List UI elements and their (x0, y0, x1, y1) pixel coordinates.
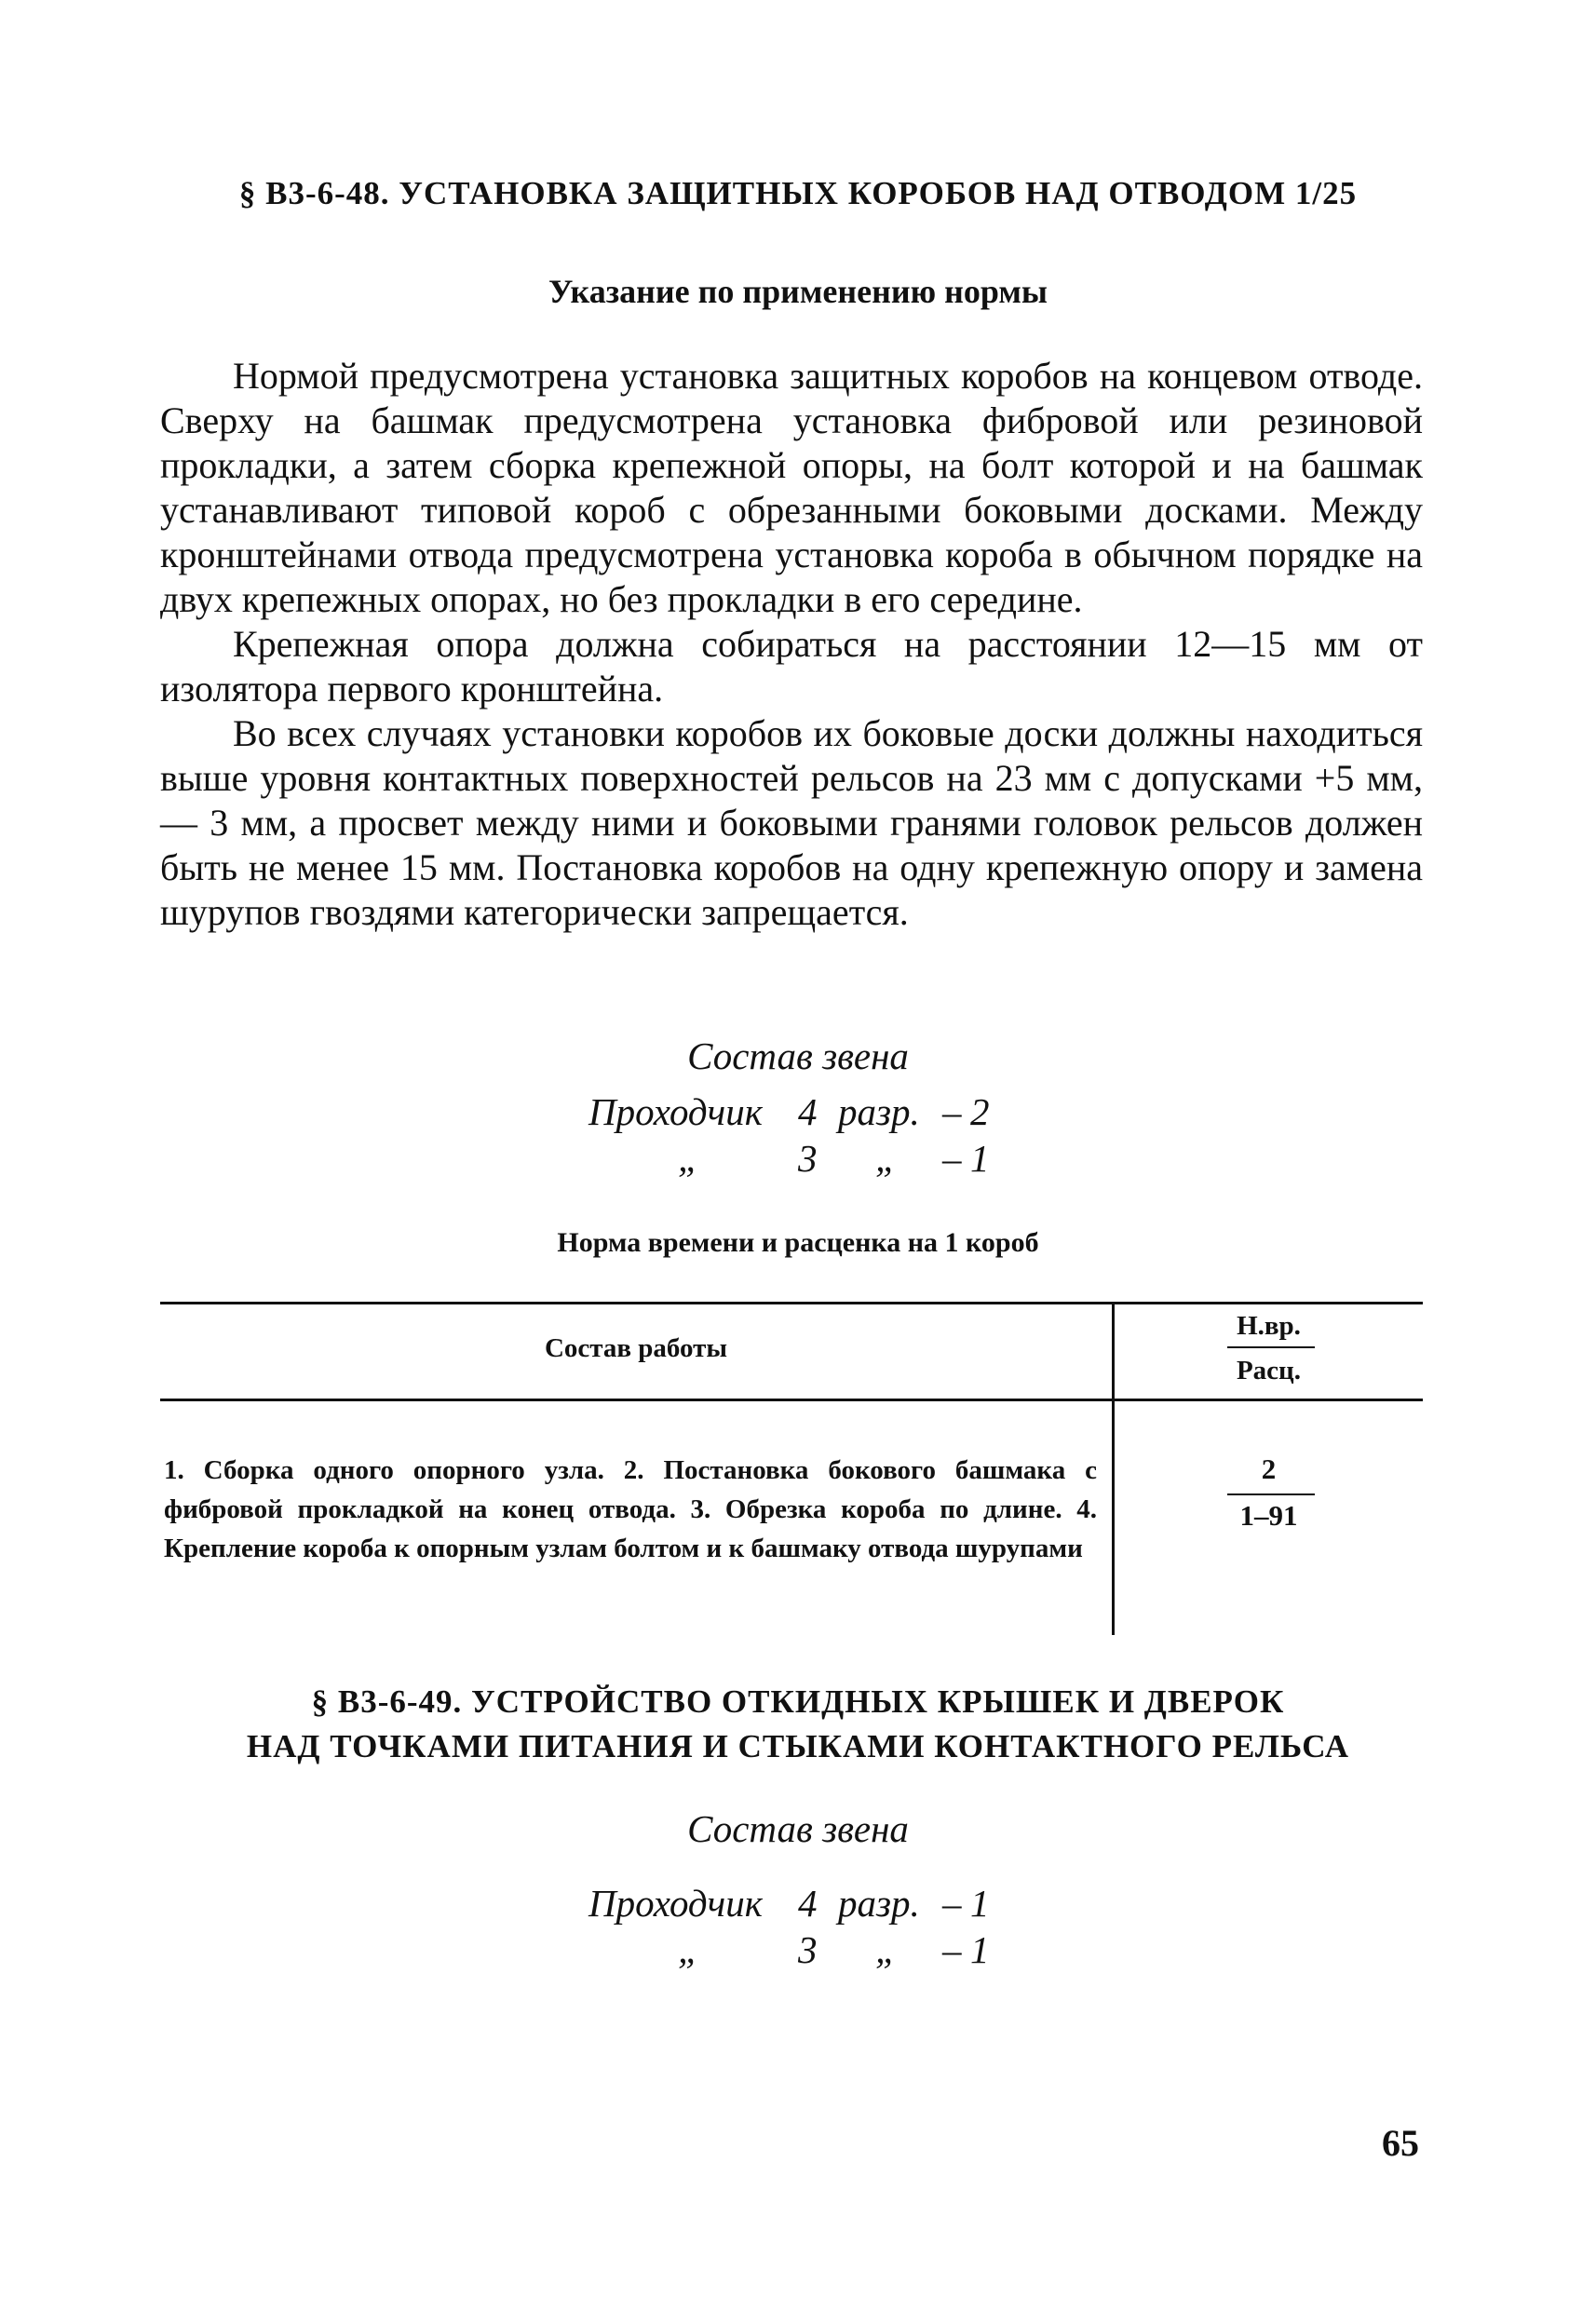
crew-role: Проходчик (588, 1090, 763, 1133)
cell-fraction-bar (1227, 1493, 1315, 1495)
crew-dash: – (942, 1882, 962, 1925)
table-caption: Норма времени и расценка на 1 короб (557, 1227, 1039, 1258)
table-cell-rate: 1–91 (1239, 1499, 1298, 1532)
crew-grade: 3 (798, 1137, 818, 1180)
crew-role: „ (678, 1928, 699, 1971)
column-header-work: Состав работы (544, 1333, 728, 1363)
crew-count: 2 (970, 1090, 990, 1133)
crew-count: 1 (970, 1137, 990, 1180)
crew-line (0, 1881, 1596, 1927)
crew-grade: 4 (798, 1090, 818, 1133)
crew-unit: разр. (838, 1882, 920, 1925)
paragraph: Крепежная опора должна собираться на расстоянии 12—15 мм от изолятора первого кронштейна. (160, 623, 1423, 710)
page-number: 65 (1382, 2122, 1419, 2164)
section-title-line2: НАД ТОЧКАМИ ПИТАНИЯ И СТЫКАМИ КОНТАКТНОГО РЕЛЬСА (246, 1728, 1350, 1764)
crew-dash: – (942, 1090, 962, 1133)
column-header-rate: Расц. (1236, 1356, 1302, 1385)
crew-dash: – (942, 1137, 962, 1180)
crew-grade: 3 (798, 1928, 818, 1971)
crew-role: Проходчик (588, 1882, 763, 1925)
table-header-rule (160, 1399, 1423, 1401)
crew-dash: – (942, 1928, 962, 1971)
instructions-body (160, 354, 1423, 935)
crew-line (0, 1089, 1596, 1136)
crew-heading: Состав звена (687, 1807, 909, 1850)
section-title: § В3-6-48. УСТАНОВКА ЗАЩИТНЫХ КОРОБОВ НАД ОТВОДОМ 1/25 (238, 175, 1358, 211)
crew-line (0, 1927, 1596, 1974)
instructions-heading: Указание по применению нормы (548, 273, 1048, 310)
crew-grade: 4 (798, 1882, 818, 1925)
table-cell-work: 1. Сборка одного опорного узла. 2. Постановка бокового башмака с фибровой прокладкой на конец отвода. 3. Обрезка короба по длине. 4. Крепление короба к опорным узлам болтом и к башмаку отвода шурупами (164, 1455, 1097, 1563)
section-title: § В3-6-49. УСТРОЙСТВО ОТКИДНЫХ КРЫШЕК И ДВЕРОК (311, 1683, 1285, 1720)
table-cell-norm: 2 (1261, 1453, 1277, 1485)
crew-unit: „ (875, 1928, 897, 1971)
crew-role: „ (678, 1137, 699, 1180)
column-header-norm: Н.вр. (1237, 1311, 1301, 1341)
crew-line (0, 1136, 1596, 1183)
crew-heading: Состав звена (687, 1034, 909, 1077)
crew-count: 1 (970, 1928, 990, 1971)
table-top-rule (160, 1302, 1423, 1304)
paragraph: Во всех случаях установки коробов их боковые доски должны находиться выше уровня контактных поверхностей рельсов на 23 мм с допусками +5 мм, — 3 мм, а просвет между ними и боковыми гранями головок рельсов должен быть не менее 15 мм. Постановка коробов на одну крепежную опору и замена шурупов гвоздями категорически запрещается. (160, 712, 1423, 933)
header-fraction-bar (1227, 1346, 1315, 1348)
crew-unit: „ (875, 1137, 897, 1180)
paragraph: Нормой предусмотрена установка защитных коробов на концевом отводе. Сверху на башмак предусмотрена установка фибровой или резиновой прокладки, а затем сборка крепежной опоры, на болт которой и на башмак устанавливают типовой короб с обрезанными боковыми досками. Между кронштейнами отвода предусмотрена установка короба в обычном порядке на двух крепежных опорах, но без прокладки в его середине. (160, 355, 1423, 620)
crew-count: 1 (970, 1882, 990, 1925)
crew-unit: разр. (838, 1090, 920, 1133)
